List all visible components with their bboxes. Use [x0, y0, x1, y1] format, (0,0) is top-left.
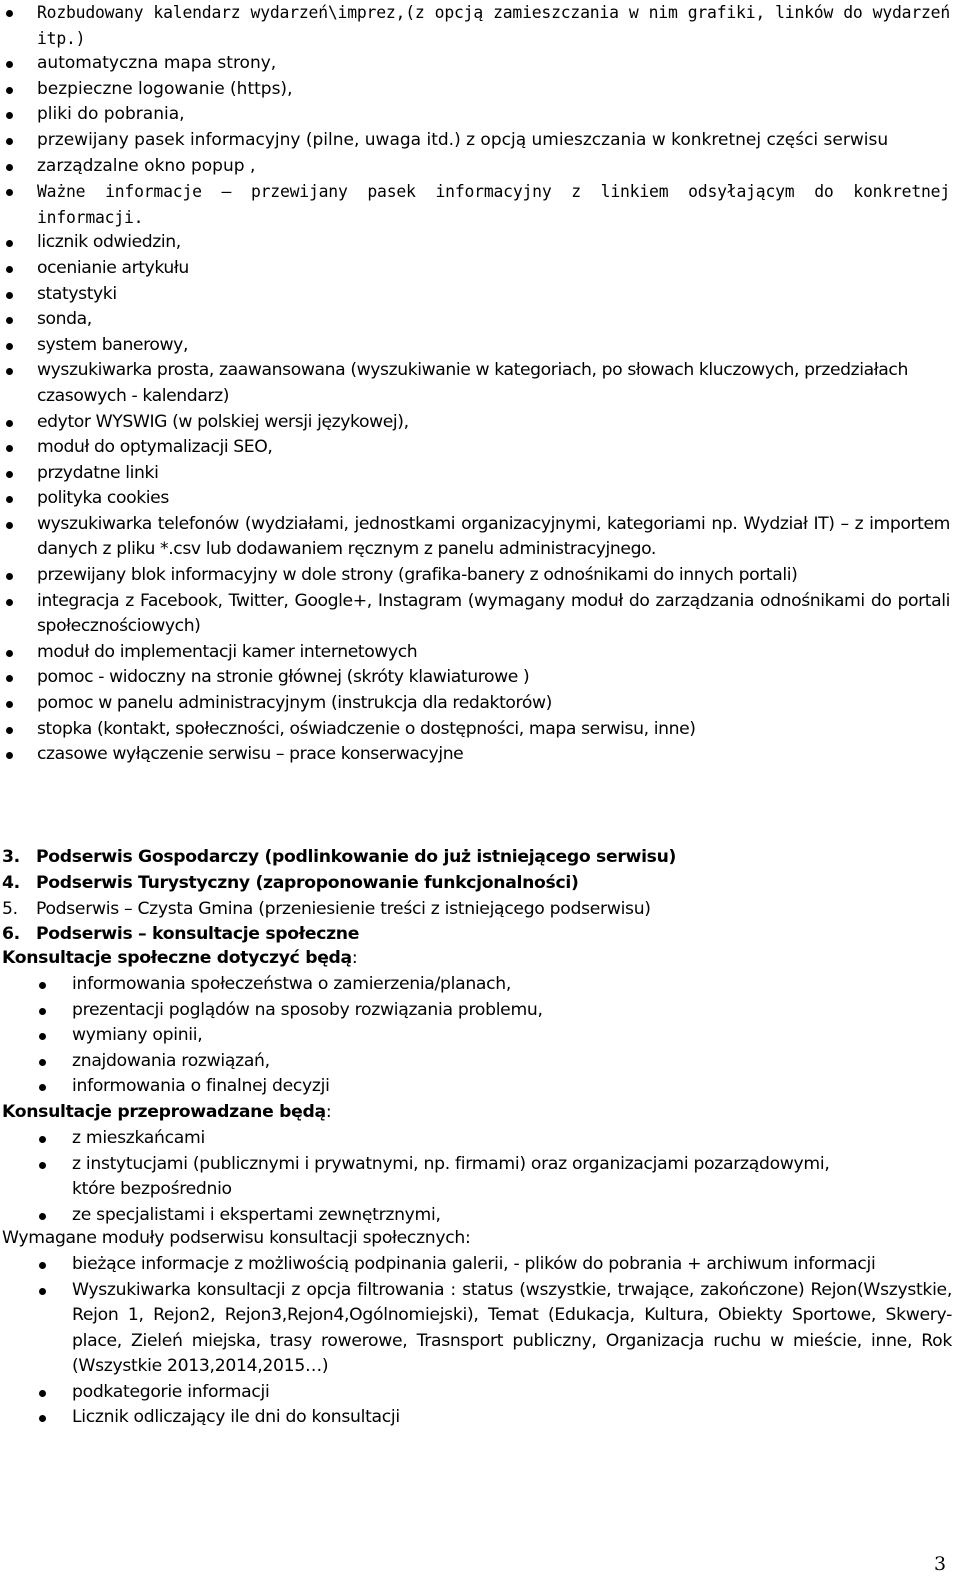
list-item: ze specjalistami i ekspertami zewnętrznymi,	[72, 1203, 872, 1229]
list-item: Rozbudowany kalendarz wydarzeń\imprez,(z opcją zamieszczania w nim grafiki, linków do wydarzeń itp.)	[37, 0, 950, 51]
list-item: pliki do pobrania,	[37, 102, 950, 128]
list-item: integracja z Facebook, Twitter, Google+, Instagram (wymagany moduł do zarządzania odnośnikami do portali społecznościowych)	[37, 589, 950, 640]
list-item: przewijany pasek informacyjny (pilne, uwaga itd.) z opcją umieszczania w konkretnej części serwisu	[37, 128, 950, 154]
section-heading-5: 5. Podserwis – Czysta Gmina (przeniesienie treści z istniejącego podserwisu)	[2, 899, 651, 919]
consult-with-list	[72, 1126, 872, 1228]
list-item: wymiany opinii,	[72, 1023, 952, 1049]
list-item: bezpieczne logowanie (https),	[37, 77, 950, 103]
list-item: system banerowy,	[37, 333, 950, 359]
list-item: czasowe wyłączenie serwisu – prace konserwacyjne	[37, 742, 950, 768]
feature-list	[37, 0, 950, 768]
list-item: wyszukiwarka prosta, zaawansowana (wyszukiwanie w kategoriach, po słowach kluczowych, przedziałach czasowych - kalendarz)	[37, 358, 950, 409]
list-item: automatyczna mapa strony,	[37, 51, 950, 77]
list-item: z mieszkańcami	[72, 1126, 872, 1152]
list-item: przewijany blok informacyjny w dole strony (grafika-banery z odnośnikami do innych portali)	[37, 563, 950, 589]
list-item: informowania społeczeństwa o zamierzenia/planach,	[72, 972, 952, 998]
list-item: ocenianie artykułu	[37, 256, 950, 282]
list-item: pomoc - widoczny na stronie głównej (skróty klawiaturowe )	[37, 665, 950, 691]
list-item: statystyki	[37, 282, 950, 308]
list-item: moduł do implementacji kamer internetowych	[37, 640, 950, 666]
list-item: zarządzalne okno popup ,	[37, 154, 950, 180]
list-item: Licznik odliczający ile dni do konsultacji	[72, 1405, 952, 1431]
list-item: Wyszukiwarka konsultacji z opcja filtrowania : status (wszystkie, trwające, zakończone) Rejon(Wszystkie, Rejon 1, Rejon2, Rejon3,Rejon4,Ogólnomiejski), Temat (Edukacja, Kultura, Obiekty Sportowe, Skwery- place, Zieleń miejska, trasy rowerowe, Trasnsport publiczny, Organizacja ruchu w mieście, inne, Rok (Wszystkie 2013,2014,2015…)	[72, 1278, 952, 1380]
list-item: edytor WYSWIG (w polskiej wersji językowej),	[37, 410, 950, 436]
modules-list	[72, 1252, 952, 1431]
list-item: podkategorie informacji	[72, 1380, 952, 1406]
list-item: sonda,	[37, 307, 950, 333]
section-heading-3: 3. Podserwis Gospodarczy (podlinkowanie do już istniejącego serwisu)	[2, 847, 677, 867]
list-item: przydatne linki	[37, 461, 950, 487]
consult-topics-list	[72, 972, 952, 1100]
list-item: wyszukiwarka telefonów (wydziałami, jednostkami organizacyjnymi, kategoriami np. Wydział IT) – z importem danych z pliku *.csv lub dodawaniem ręcznym z panelu administracyjnego.	[37, 512, 950, 563]
subheading-consult-with: Konsultacje przeprowadzane będą:	[2, 1102, 332, 1122]
list-item: licznik odwiedzin,	[37, 230, 950, 256]
list-item: polityka cookies	[37, 486, 950, 512]
subheading-modules: Wymagane moduły podserwisu konsultacji społecznych:	[2, 1228, 471, 1248]
subheading-consult-topics: Konsultacje społeczne dotyczyć będą:	[2, 948, 358, 968]
page-number: 3	[934, 1553, 947, 1575]
list-item: bieżące informacje z możliwością podpinania galerii, - plików do pobrania + archiwum informacji	[72, 1252, 952, 1278]
list-item: z instytucjami (publicznymi i prywatnymi, np. firmami) oraz organizacjami pozarządowymi, które bezpośrednio	[72, 1152, 872, 1203]
list-item: znajdowania rozwiązań,	[72, 1049, 952, 1075]
list-item: moduł do optymalizacji SEO,	[37, 435, 950, 461]
list-item: pomoc w panelu administracyjnym (instrukcja dla redaktorów)	[37, 691, 950, 717]
section-heading-4: 4. Podserwis Turystyczny (zaproponowanie funkcjonalności)	[2, 873, 579, 893]
list-item: Ważne informacje – przewijany pasek informacyjny z linkiem odsyłającym do konkretnej informacji.	[37, 179, 950, 230]
list-item: prezentacji poglądów na sposoby rozwiązania problemu,	[72, 998, 952, 1024]
list-item: informowania o finalnej decyzji	[72, 1074, 952, 1100]
section-heading-6: 6. Podserwis – konsultacje społeczne	[2, 924, 360, 944]
list-item: stopka (kontakt, społeczności, oświadczenie o dostępności, mapa serwisu, inne)	[37, 717, 950, 743]
